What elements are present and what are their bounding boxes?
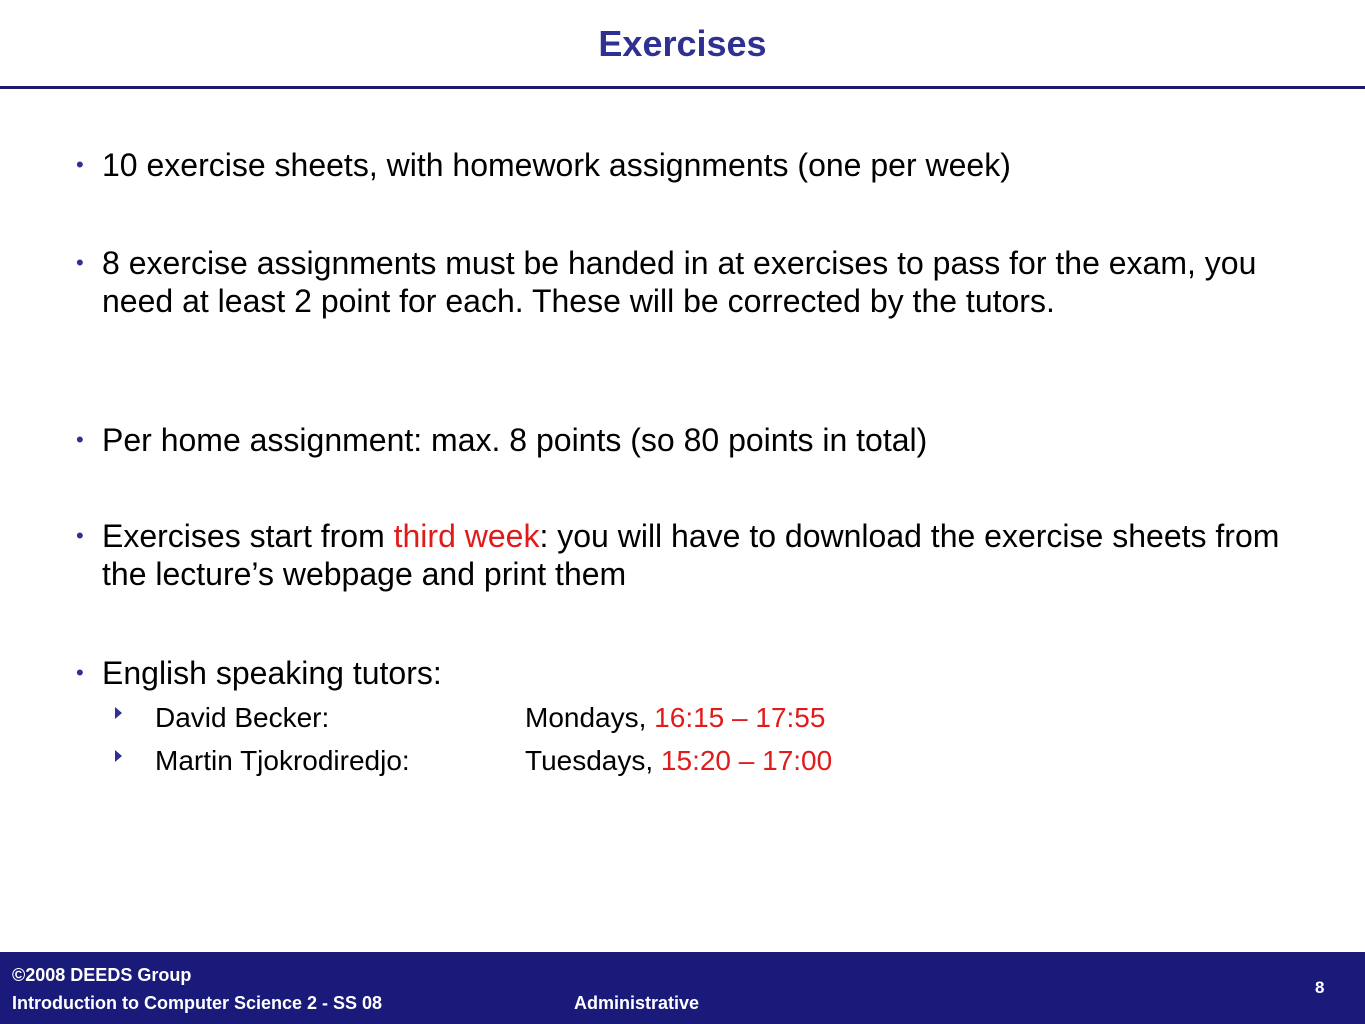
bullet-dot-icon: • <box>76 523 84 548</box>
tutor-time: 15:20 – 17:00 <box>660 745 833 776</box>
tutor-time: 16:15 – 17:55 <box>654 702 826 733</box>
tutor-row <box>155 701 825 735</box>
bullet-exercise-start <box>76 517 1292 593</box>
tutor-row <box>155 744 832 778</box>
footer-course: Introduction to Computer Science 2 - SS 08 <box>12 993 383 1013</box>
slide-title: Exercises <box>598 23 767 64</box>
bullet-text: 8 exercise assignments must be handed in at exercises to pass for the exam, you need at least 2 point for each. These will be corrected by the tutors. <box>102 245 1257 319</box>
bullet-dot-icon: • <box>76 660 84 685</box>
tutor-name: Martin Tjokrodiredjo: <box>155 745 410 776</box>
bullet-english-tutors <box>76 654 1292 692</box>
bullet-hand-in-requirement <box>76 244 1292 320</box>
footer-copyright: ©2008 DEEDS Group <box>12 965 192 985</box>
footer-section: Administrative <box>574 993 700 1013</box>
bullet-text: Per home assignment: max. 8 points (so 80 points in total) <box>102 422 928 458</box>
bullet-text-before: Exercises start from <box>102 518 394 554</box>
bullet-points-per-assignment <box>76 421 1292 459</box>
bullet-dot-icon: • <box>76 152 84 177</box>
bullet-text: English speaking tutors: <box>102 655 442 691</box>
tutor-name: David Becker: <box>155 702 330 733</box>
bullet-text: 10 exercise sheets, with homework assignments (one per week) <box>102 147 1011 183</box>
bullet-exercise-sheets <box>76 146 1292 184</box>
footer-bar <box>0 952 1365 1024</box>
tutor-day: Tuesdays, <box>525 745 661 776</box>
bullet-dot-icon: • <box>76 427 84 452</box>
page-number: 8 <box>1315 978 1325 997</box>
title-divider <box>0 86 1365 89</box>
bullet-text-after: : you will have to download the exercise sheets from the lecture’s webpage and print them <box>102 518 1280 592</box>
highlight-third-week: third week <box>393 518 540 554</box>
triangle-bullet-icon <box>115 707 122 719</box>
triangle-bullet-icon <box>115 750 122 762</box>
bullet-dot-icon: • <box>76 250 84 275</box>
tutor-day: Mondays, <box>525 702 655 733</box>
